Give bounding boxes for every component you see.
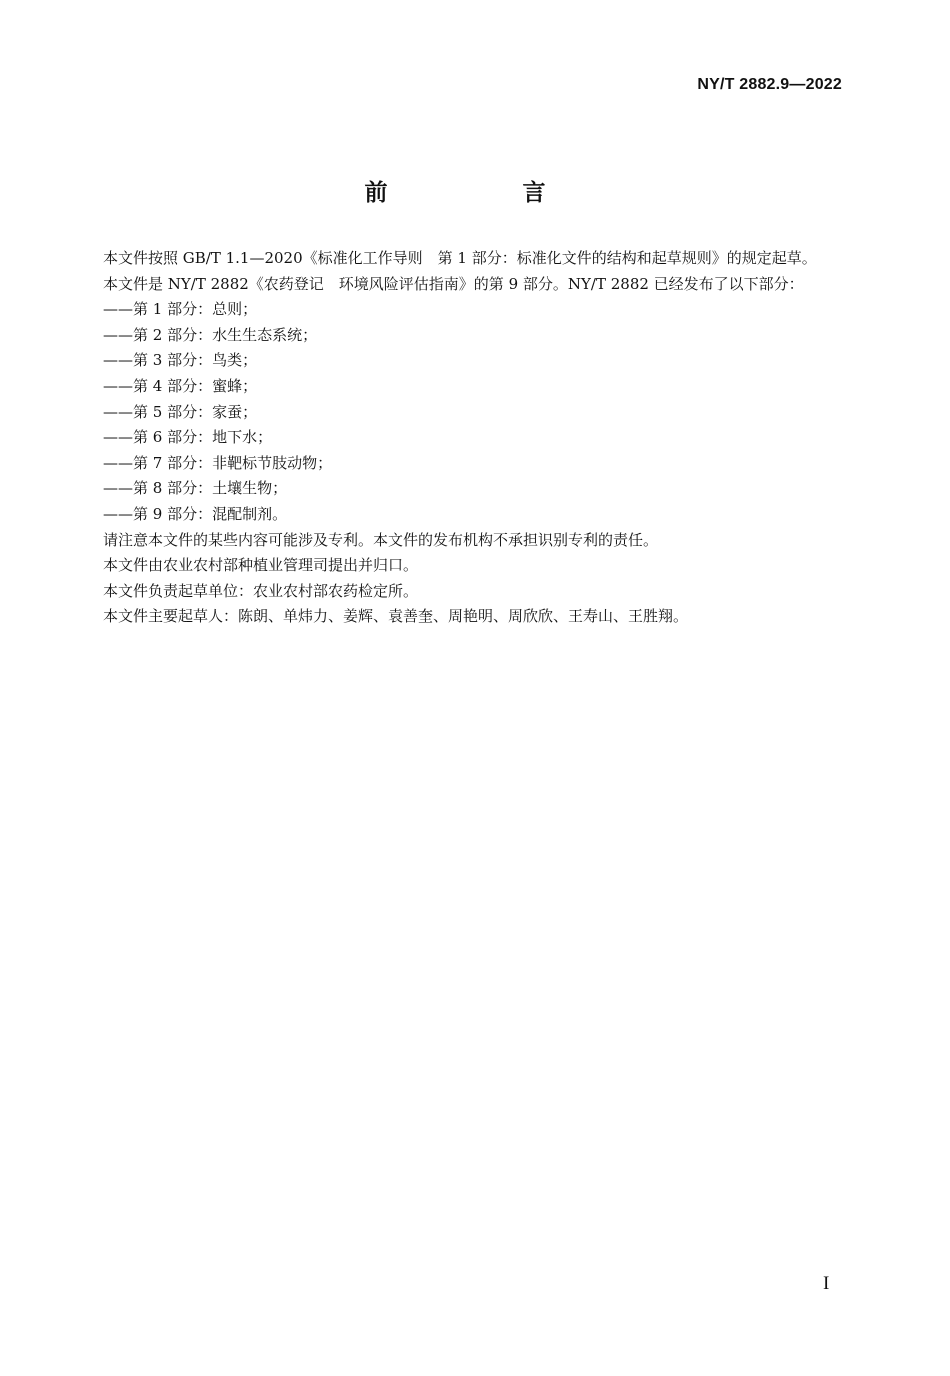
page-title: 前 言 bbox=[364, 180, 602, 206]
document-body bbox=[103, 246, 845, 630]
list-item: ——第 2 部分：水生生态系统； bbox=[103, 325, 318, 344]
list-item: ——第 3 部分：鸟类； bbox=[103, 351, 258, 370]
drafting-unit: 本文件负责起草单位：农业农村部农药检定所。 bbox=[103, 581, 419, 600]
page-number: I bbox=[823, 1273, 830, 1294]
list-item: ——第 5 部分：家蚕； bbox=[103, 402, 258, 421]
paragraph-series-info: 本文件是 NY/T 2882《农药登记 环境风险评估指南》的第 9 部分。NY/T 2882 已经发布了以下部分： bbox=[103, 274, 804, 293]
list-item: ——第 6 部分：地下水； bbox=[103, 428, 273, 447]
proposer-statement: 本文件由农业农村部种植业管理司提出并归口。 bbox=[103, 556, 419, 575]
list-item: ——第 4 部分：蜜蜂； bbox=[103, 376, 258, 395]
patent-notice: 请注意本文件的某些内容可能涉及专利。本文件的发布机构不承担识别专利的责任。 bbox=[103, 530, 659, 549]
list-item: ——第 9 部分：混配制剂。 bbox=[103, 504, 288, 523]
list-item: ——第 8 部分：土壤生物； bbox=[103, 479, 288, 498]
list-item: ——第 7 部分：非靶标节肢动物； bbox=[103, 453, 333, 472]
paragraph-drafting-rules: 本文件按照 GB/T 1.1—2020《标准化工作导则 第 1 部分：标准化文件的结构和起草规则》的规定起草。 bbox=[103, 249, 817, 267]
list-item: ——第 1 部分：总则； bbox=[103, 300, 258, 319]
standard-code: NY/T 2882.9—2022 bbox=[697, 76, 842, 93]
drafters-list: 本文件主要起草人：陈朗、单炜力、姜辉、袁善奎、周艳明、周欣欣、王寿山、王胜翔。 bbox=[103, 607, 689, 626]
